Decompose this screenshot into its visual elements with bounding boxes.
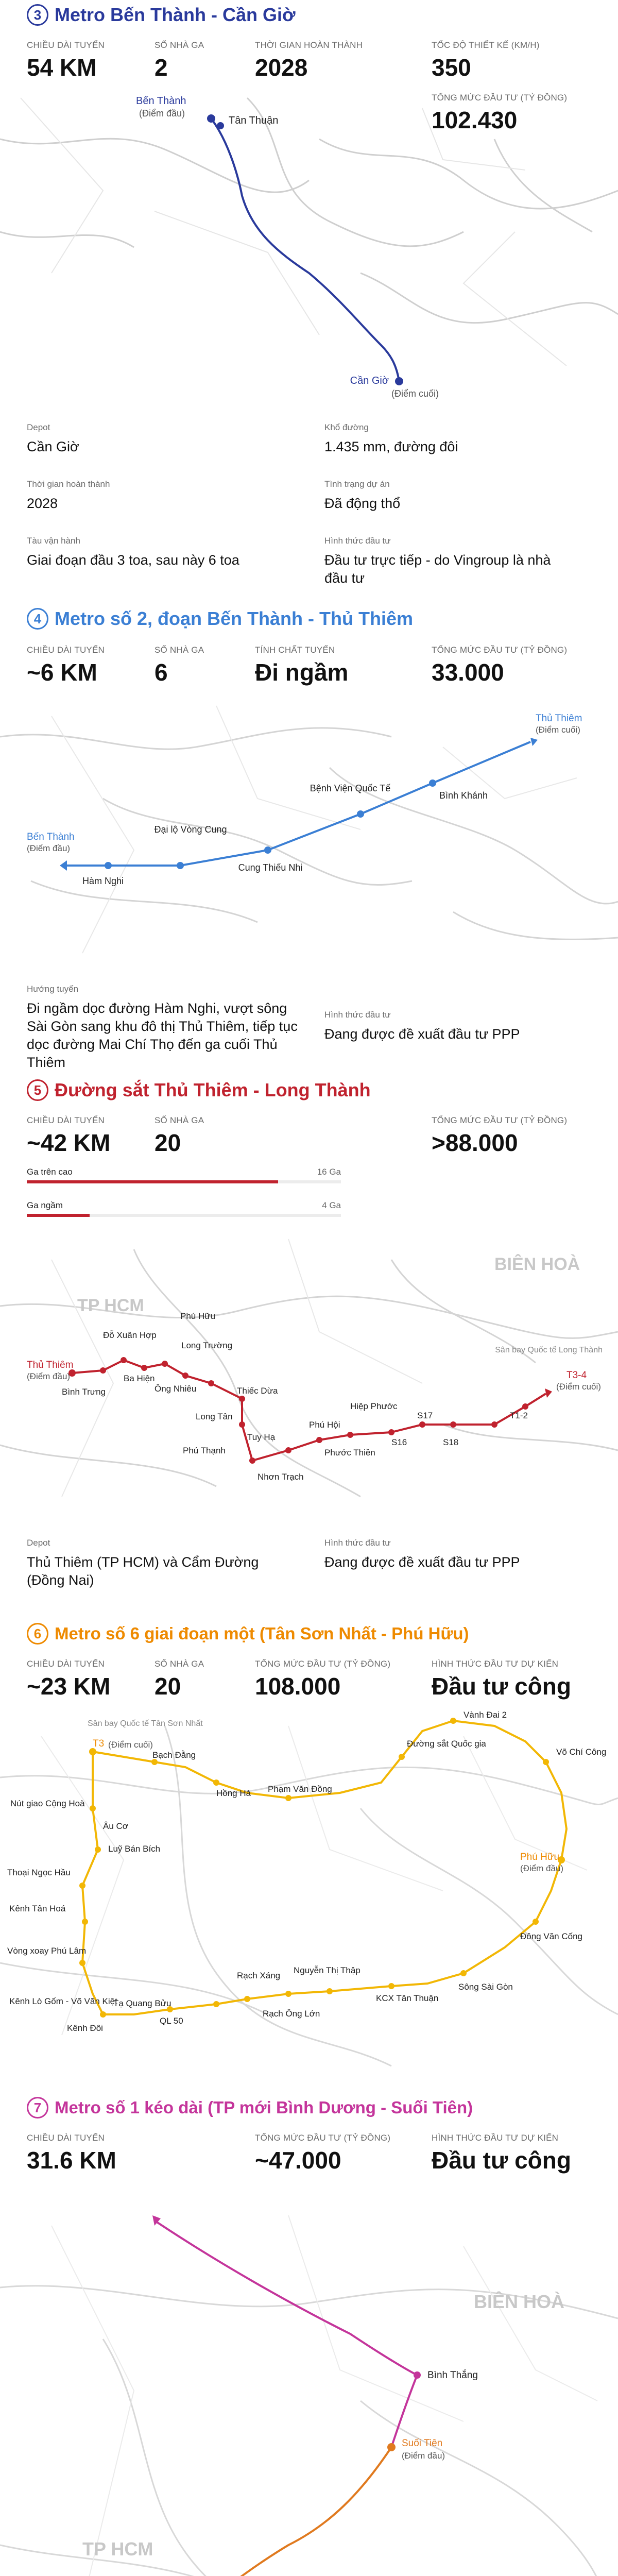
stat-length: CHIỀU DÀI TUYẾN 54 KM (27, 40, 105, 81)
station-dot (105, 862, 112, 869)
stat-investment-form: HÌNH THỨC ĐẦU TƯ DỰ KIẾN Đầu tư công (432, 1659, 571, 1700)
label-station: Tuy Hạ (247, 1432, 276, 1442)
label-station: Phú Hữu (180, 1311, 216, 1321)
route-line-4 (67, 742, 530, 866)
bar-fill (27, 1180, 278, 1183)
label-station: Rạch Xáng (237, 1971, 281, 1980)
label-station: Long Tân (196, 1412, 233, 1421)
stat-type: TÍNH CHẤT TUYẾN Đi ngầm (255, 645, 349, 686)
label-end-note: (Điểm cuối) (556, 1382, 601, 1392)
label-can-gio-note: (Điểm cuối) (391, 388, 439, 399)
label-end: Phú Hữu (520, 1852, 560, 1862)
stat-investment: TỔNG MỨC ĐẦU TƯ (TỶ ĐỒNG) 102.430 (432, 93, 568, 133)
label-station: Nhơn Trạch (258, 1472, 304, 1482)
info-route: Hướng tuyến Đi ngầm dọc đường Hàm Nghi, vượt sông Sài Gòn sang khu đô thị Thủ Thiêm, tiếp tục dọc đường Mai Chí Thọ đến ga cuối Thủ Thiêm (27, 984, 298, 1071)
stat-investment: TỔNG MỨC ĐẦU TƯ (TỶ ĐỒNG) 33.000 (432, 645, 568, 686)
label-station: Phạm Văn Đồng (268, 1784, 332, 1794)
section-title: Metro số 1 kéo dài (TP mới Bình Dương - Suối Tiên) (55, 2098, 473, 2117)
route-end-arrow (530, 738, 538, 746)
label-can-gio: Cần Giờ (350, 375, 389, 386)
stat-length: CHIỀU DÀI TUYẾN ~42 KM (27, 1115, 111, 1156)
label-station: Kênh Lò Gốm - Võ Văn Kiệt (9, 1996, 117, 2006)
section-7-header (27, 2097, 473, 2119)
label-start: Thủ Thiêm (27, 1360, 74, 1370)
stat-stations: SỐ NHÀ GA 20 (154, 1115, 204, 1156)
section-6-header (27, 1623, 469, 1645)
map-railway-5 (0, 1229, 618, 1528)
label-ben-thanh: Bến Thành (27, 832, 75, 842)
label-start: T3 (93, 1738, 105, 1749)
label-suoi-tien-note: (Điểm đầu) (402, 2451, 445, 2461)
label-end-note: (Điểm cuối) (536, 725, 580, 735)
section-title: Metro số 2, đoạn Bến Thành - Thủ Thiêm (55, 608, 414, 629)
stat-length: CHIỀU DÀI TUYẾN ~6 KM (27, 645, 105, 686)
label-station: Đường sắt Quốc gia (407, 1739, 486, 1749)
route-line-3 (211, 118, 399, 381)
label-station: Đại lộ Vòng Cung (154, 824, 227, 835)
label-station: T1-2 (510, 1411, 528, 1420)
label-end-note: (Điểm đầu) (520, 1863, 564, 1873)
stat-investment: TỔNG MỨC ĐẦU TƯ (TỶ ĐỒNG) >88.000 (432, 1115, 568, 1156)
route-start-arrow (60, 860, 67, 871)
bar-underground: Ga ngầm 4 Ga (27, 1200, 341, 1217)
section-3-header (27, 4, 296, 26)
label-station: Luỹ Bán Bích (108, 1844, 161, 1854)
label-station: Bình Trưng (62, 1387, 106, 1397)
label-station: Ba Hiện (124, 1374, 155, 1383)
station-dot (387, 2443, 396, 2451)
info-completion: Thời gian hoàn thành 2028 (27, 479, 110, 511)
label-station: Long Trường (181, 1341, 233, 1350)
label-station: Phước Thiền (324, 1448, 375, 1458)
station-dot (429, 779, 436, 787)
label-ben-thanh: Bến Thành (136, 95, 186, 107)
stat-length: CHIỀU DÀI TUYẾN 31.6 KM (27, 2133, 116, 2174)
label-station: Hiệp Phước (350, 1401, 398, 1411)
stat-stations: SỐ NHÀ GA 6 (154, 645, 204, 686)
label-station: Hồng Hà (216, 1788, 251, 1798)
label-binh-thang: Bình Thắng (427, 2370, 478, 2381)
label-end: T3-4 (566, 1370, 587, 1381)
label-airport: Sân bay Quốc tế Long Thành (495, 1346, 603, 1354)
section-title: Metro số 6 giai đoạn một (Tân Sơn Nhất - Phú Hữu) (55, 1624, 469, 1643)
label-station: Đông Văn Cống (520, 1931, 582, 1941)
label-station: Nguyễn Thị Thập (294, 1965, 360, 1975)
map-metro-7 (0, 2184, 618, 2576)
label-station: Bệnh Viện Quốc Tế (310, 783, 391, 793)
map-metro-3 (0, 77, 618, 412)
label-station: Rạch Ông Lớn (263, 2009, 320, 2019)
label-station: S17 (417, 1411, 433, 1420)
label-start-note: (Điểm cuối) (108, 1740, 153, 1750)
label-station: Hàm Nghi (82, 876, 124, 886)
section-number: 7 (27, 2097, 48, 2119)
label-station: Kênh Đôi (67, 2023, 103, 2033)
info-trains: Tàu vận hành Giai đoạn đầu 3 toa, sau này 6 toa (27, 536, 239, 568)
info-investment-form: Hình thức đầu tư Đang được đề xuất đầu tư PPP (324, 1010, 520, 1042)
label-station: QL 50 (160, 2016, 183, 2026)
section-railway-5 (0, 1074, 618, 1605)
label-station: Âu Cơ (103, 1821, 128, 1831)
label-station: Phú Thạnh (183, 1446, 226, 1455)
map-metro-4 (0, 696, 618, 974)
label-region-tp-hcm: TP HCM (82, 2538, 153, 2560)
info-investment-form: Hình thức đầu tư Đầu tư trực tiếp - do Vingroup là nhà đầu tư (324, 536, 551, 586)
station-dot (357, 810, 364, 818)
label-region-tp-hcm: TP HCM (77, 1296, 144, 1315)
stat-stations: SỐ NHÀ GA 2 (154, 40, 204, 81)
label-station: KCX Tân Thuận (376, 1993, 439, 2003)
label-station: S18 (443, 1437, 459, 1447)
section-metro-6 (0, 1618, 618, 2092)
station-start-dot (207, 114, 215, 123)
route-line-7 (154, 2221, 417, 2375)
section-number: 3 (27, 4, 48, 26)
section-title: Metro Bến Thành - Cần Giờ (55, 4, 296, 25)
bar-elevated: Ga trên cao 16 Ga (27, 1167, 341, 1183)
section-metro-3 (0, 0, 618, 598)
section-metro-4 (0, 603, 618, 1071)
map-metro-6 (0, 1705, 618, 2087)
bar-fill (27, 1214, 90, 1217)
label-station: Võ Chí Công (556, 1747, 607, 1757)
section-4-header (27, 608, 413, 630)
info-depot: Depot Thủ Thiêm (TP HCM) và Cẩm Đường (Đồng Nai) (27, 1538, 259, 1588)
label-start-note: (Điểm đầu) (27, 1371, 71, 1381)
label-suoi-tien: Suối Tiên (402, 2438, 443, 2449)
info-status: Tình trạng dự án Đã động thổ (324, 479, 401, 511)
label-ben-thanh-note: (Điểm đầu) (139, 108, 185, 118)
info-gauge: Khổ đường 1.435 mm, đường đôi (324, 422, 458, 454)
station-dot (217, 122, 224, 129)
label-airport: Sân bay Quốc tế Tân Sơn Nhất (88, 1719, 203, 1728)
label-station: Đỗ Xuân Hợp (103, 1330, 157, 1340)
label-station: Cung Thiếu Nhi (238, 862, 303, 873)
stat-investment-form: HÌNH THỨC ĐẦU TƯ DỰ KIẾN Đầu tư công (432, 2133, 571, 2174)
label-station: Ông Nhiêu (154, 1384, 197, 1394)
label-region-bien-hoa: BIÊN HOÀ (474, 2291, 565, 2312)
stat-investment: TỔNG MỨC ĐẦU TƯ (TỶ ĐỒNG) 108.000 (255, 1659, 391, 1700)
stat-investment: TỔNG MỨC ĐẦU TƯ (TỶ ĐỒNG) ~47.000 (255, 2133, 391, 2174)
map-background-roads (0, 98, 618, 323)
info-depot: Depot Cần Giờ (27, 422, 79, 454)
section-number: 4 (27, 608, 48, 630)
label-station: Sông Sài Gòn (458, 1982, 513, 1992)
label-region-bien-hoa: BIÊN HOÀ (494, 1255, 580, 1274)
label-station: Thoại Ngọc Hầu (7, 1868, 71, 1877)
label-station: Kênh Tân Hoá (9, 1904, 66, 1913)
section-number: 5 (27, 1079, 48, 1101)
label-station: Phú Hội (309, 1420, 340, 1430)
label-thu-thiem: Thủ Thiêm (536, 713, 582, 724)
station-dot (264, 846, 271, 854)
station-end-dot (395, 377, 403, 385)
station-dot (177, 862, 184, 869)
stat-stations: SỐ NHÀ GA 20 (154, 1659, 204, 1700)
stat-completion: THỜI GIAN HOÀN THÀNH 2028 (255, 40, 363, 81)
info-investment-form: Hình thức đầu tư Đang được đề xuất đầu tư PPP (324, 1538, 520, 1570)
label-station: Vòng xoay Phú Lâm (7, 1946, 87, 1956)
label-station: Thiếc Dừa (237, 1386, 278, 1396)
station-dot (414, 2371, 421, 2379)
label-station: Tạ Quang Bửu (113, 1998, 171, 2008)
section-number: 6 (27, 1623, 48, 1645)
label-station: Nút giao Cộng Hoà (10, 1799, 85, 1808)
route-end-arrow (545, 1388, 552, 1398)
label-station: Bạch Đằng (152, 1750, 196, 1760)
label-start-note: (Điểm đầu) (27, 843, 71, 853)
stat-speed: TỐC ĐỘ THIẾT KẾ (KM/H) 350 (432, 40, 540, 81)
stat-length: CHIỀU DÀI TUYẾN ~23 KM (27, 1659, 111, 1700)
section-5-header (27, 1079, 371, 1101)
label-station: S16 (391, 1437, 407, 1447)
label-tan-thuan: Tân Thuận (229, 115, 279, 126)
label-station: Bình Khánh (439, 790, 488, 801)
label-station: Vành Đai 2 (464, 1710, 507, 1720)
section-metro-7 (0, 2092, 618, 2576)
section-title: Đường sắt Thủ Thiêm - Long Thành (55, 1079, 371, 1100)
